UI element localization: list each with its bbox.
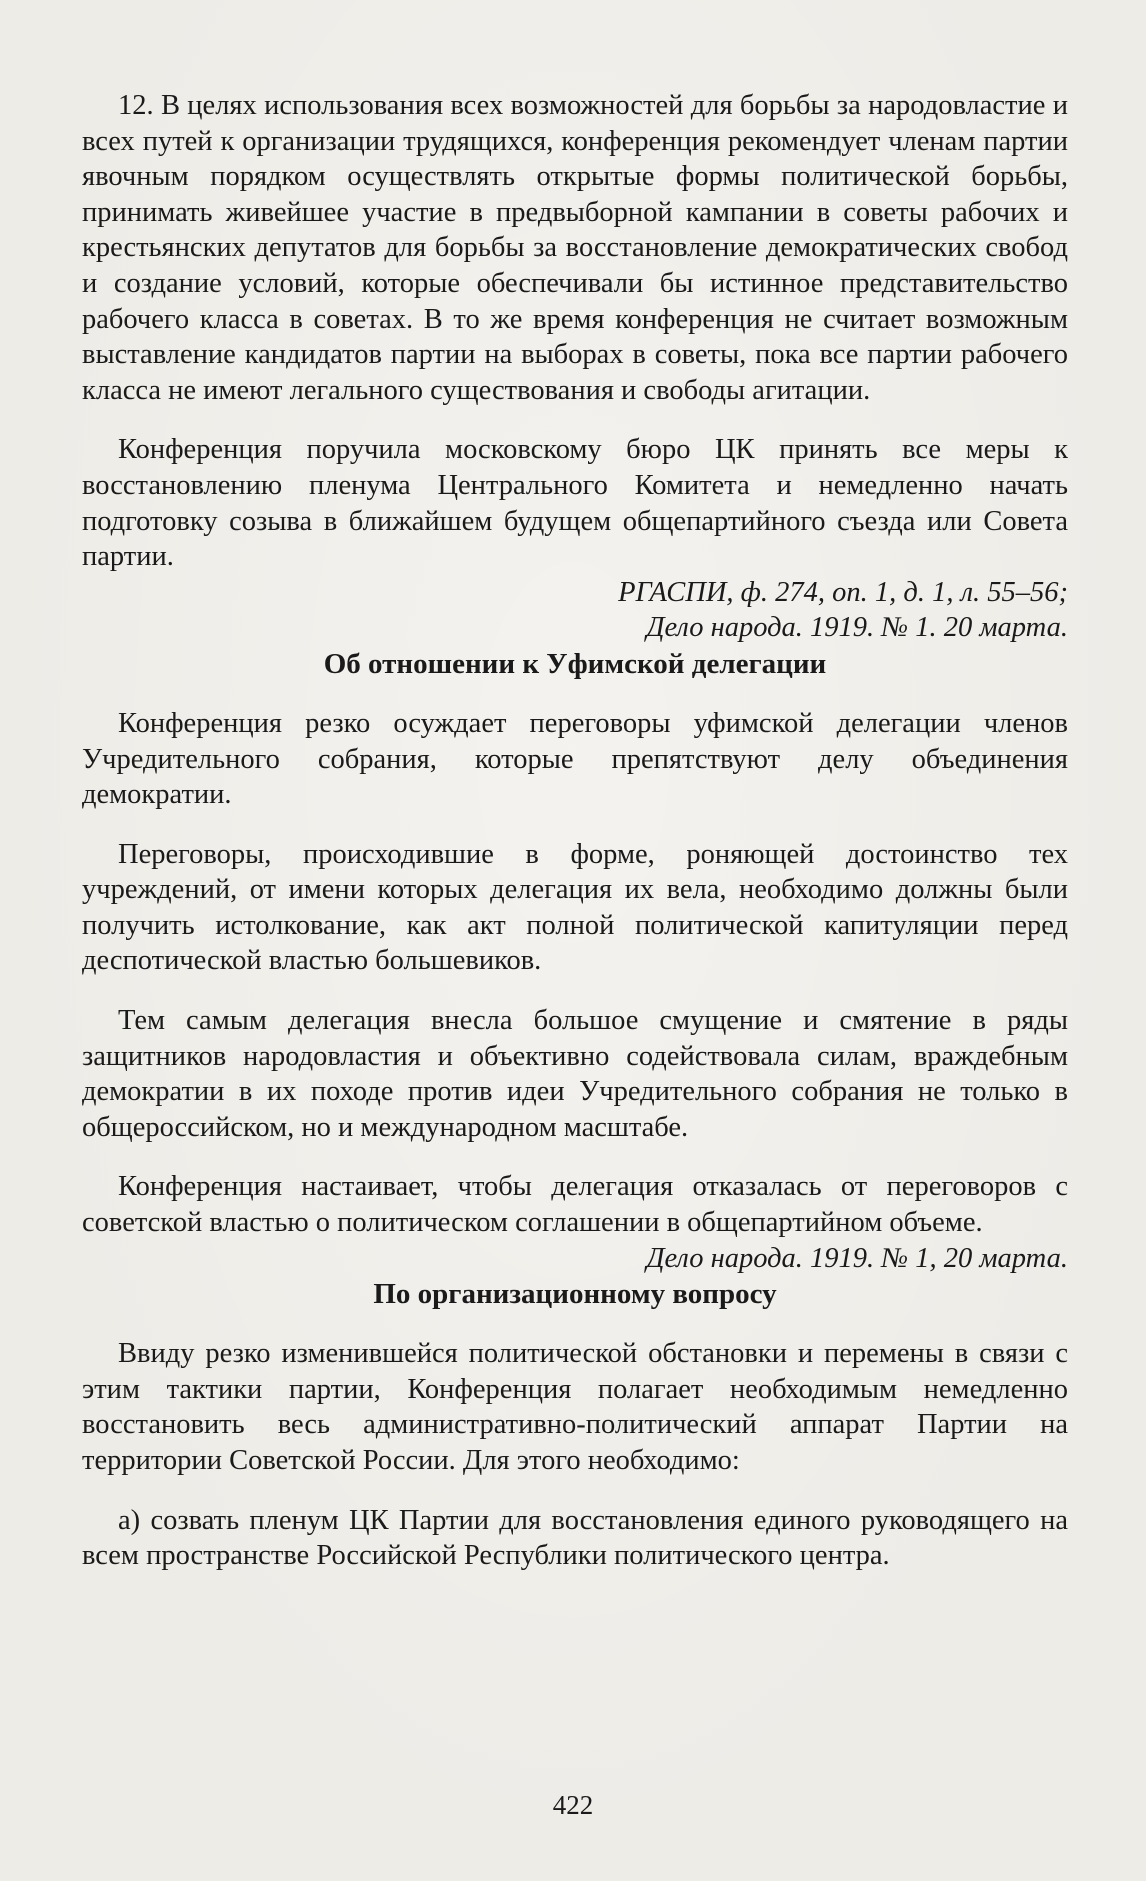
- list-item-a: а) созвать пленум ЦК Партии для восстановления единого руководящего на всем пространстве Российской Республики политического центра.: [82, 1504, 1068, 1572]
- page-number: 422: [552, 1790, 594, 1820]
- source-citation-line1: РГАСПИ, ф. 274, оп. 1, д. 1, л. 55–56;: [618, 576, 1068, 608]
- section-heading-organization: По организационному вопросу: [373, 1278, 777, 1311]
- document-body: [82, 88, 1068, 1574]
- paragraph-confusion: Тем самым делегация внесла большое смущение и смятение в ряды защитников народовластия и объективно содействовала силам, враждебным демократии в их походе против идеи Учредительного собрания не только в общероссийском, но и международном масштабе.: [82, 1005, 1068, 1143]
- paragraph-12: 12. В целях использования всех возможностей для борьбы за народовластие и всех путей к организации трудящихся, конференция рекомендует членам партии явочным порядком осуществлять открытые формы политической борьбы, принимать живейшее участие в предвыборной кампании в советы рабочих и крестьянских депутатов для борьбы за восстановление демократических свобод и создание условий, которые обеспечивали бы истинное представительство рабочего класса в советах. В то же время конференция не считает возможным выставление кандидатов партии на выборах в советы, пока все партии рабочего класса не имеют легального существования и свободы агитации.: [82, 90, 1068, 406]
- source-citation: Дело народа. 1919. № 1, 20 марта.: [646, 1242, 1068, 1274]
- paragraph-bureau-instruction: Конференция поручила московскому бюро ЦК принять все меры к восстановлению пленума Центрального Комитета и немедленно начать подготовку созыва в ближайшем будущем общепартийного съезда или Совета партии.: [82, 434, 1068, 573]
- paragraph-insistence: Конференция настаивает, чтобы делегация отказалась от переговоров с советской властью о политическом соглашении в общепартийном объеме.: [82, 1171, 1068, 1239]
- paragraph-organization: Ввиду резко изменившейся политической обстановки и перемены в связи с этим тактики партии, Конференция полагает необходимым немедленно восстановить весь административно-политический аппарат Партии на территории Советской России. Для этого необходимо:: [82, 1338, 1068, 1476]
- source-citation-line2: Дело народа. 1919. № 1. 20 марта.: [646, 612, 1068, 644]
- section-heading-ufa-delegation: Об отношении к Уфимской делегации: [323, 647, 827, 680]
- paragraph-negotiations: Переговоры, происходившие в форме, роняющей достоинство тех учреждений, от имени которых делегация их вела, необходимо должны были получить истолкование, как акт полной политической капитуляции перед деспотической властью большевиков.: [82, 838, 1068, 977]
- paragraph-condemnation: Конференция резко осуждает переговоры уфимской делегации членов Учредительного собрания, которые препятствуют делу объединения демократии.: [82, 707, 1068, 811]
